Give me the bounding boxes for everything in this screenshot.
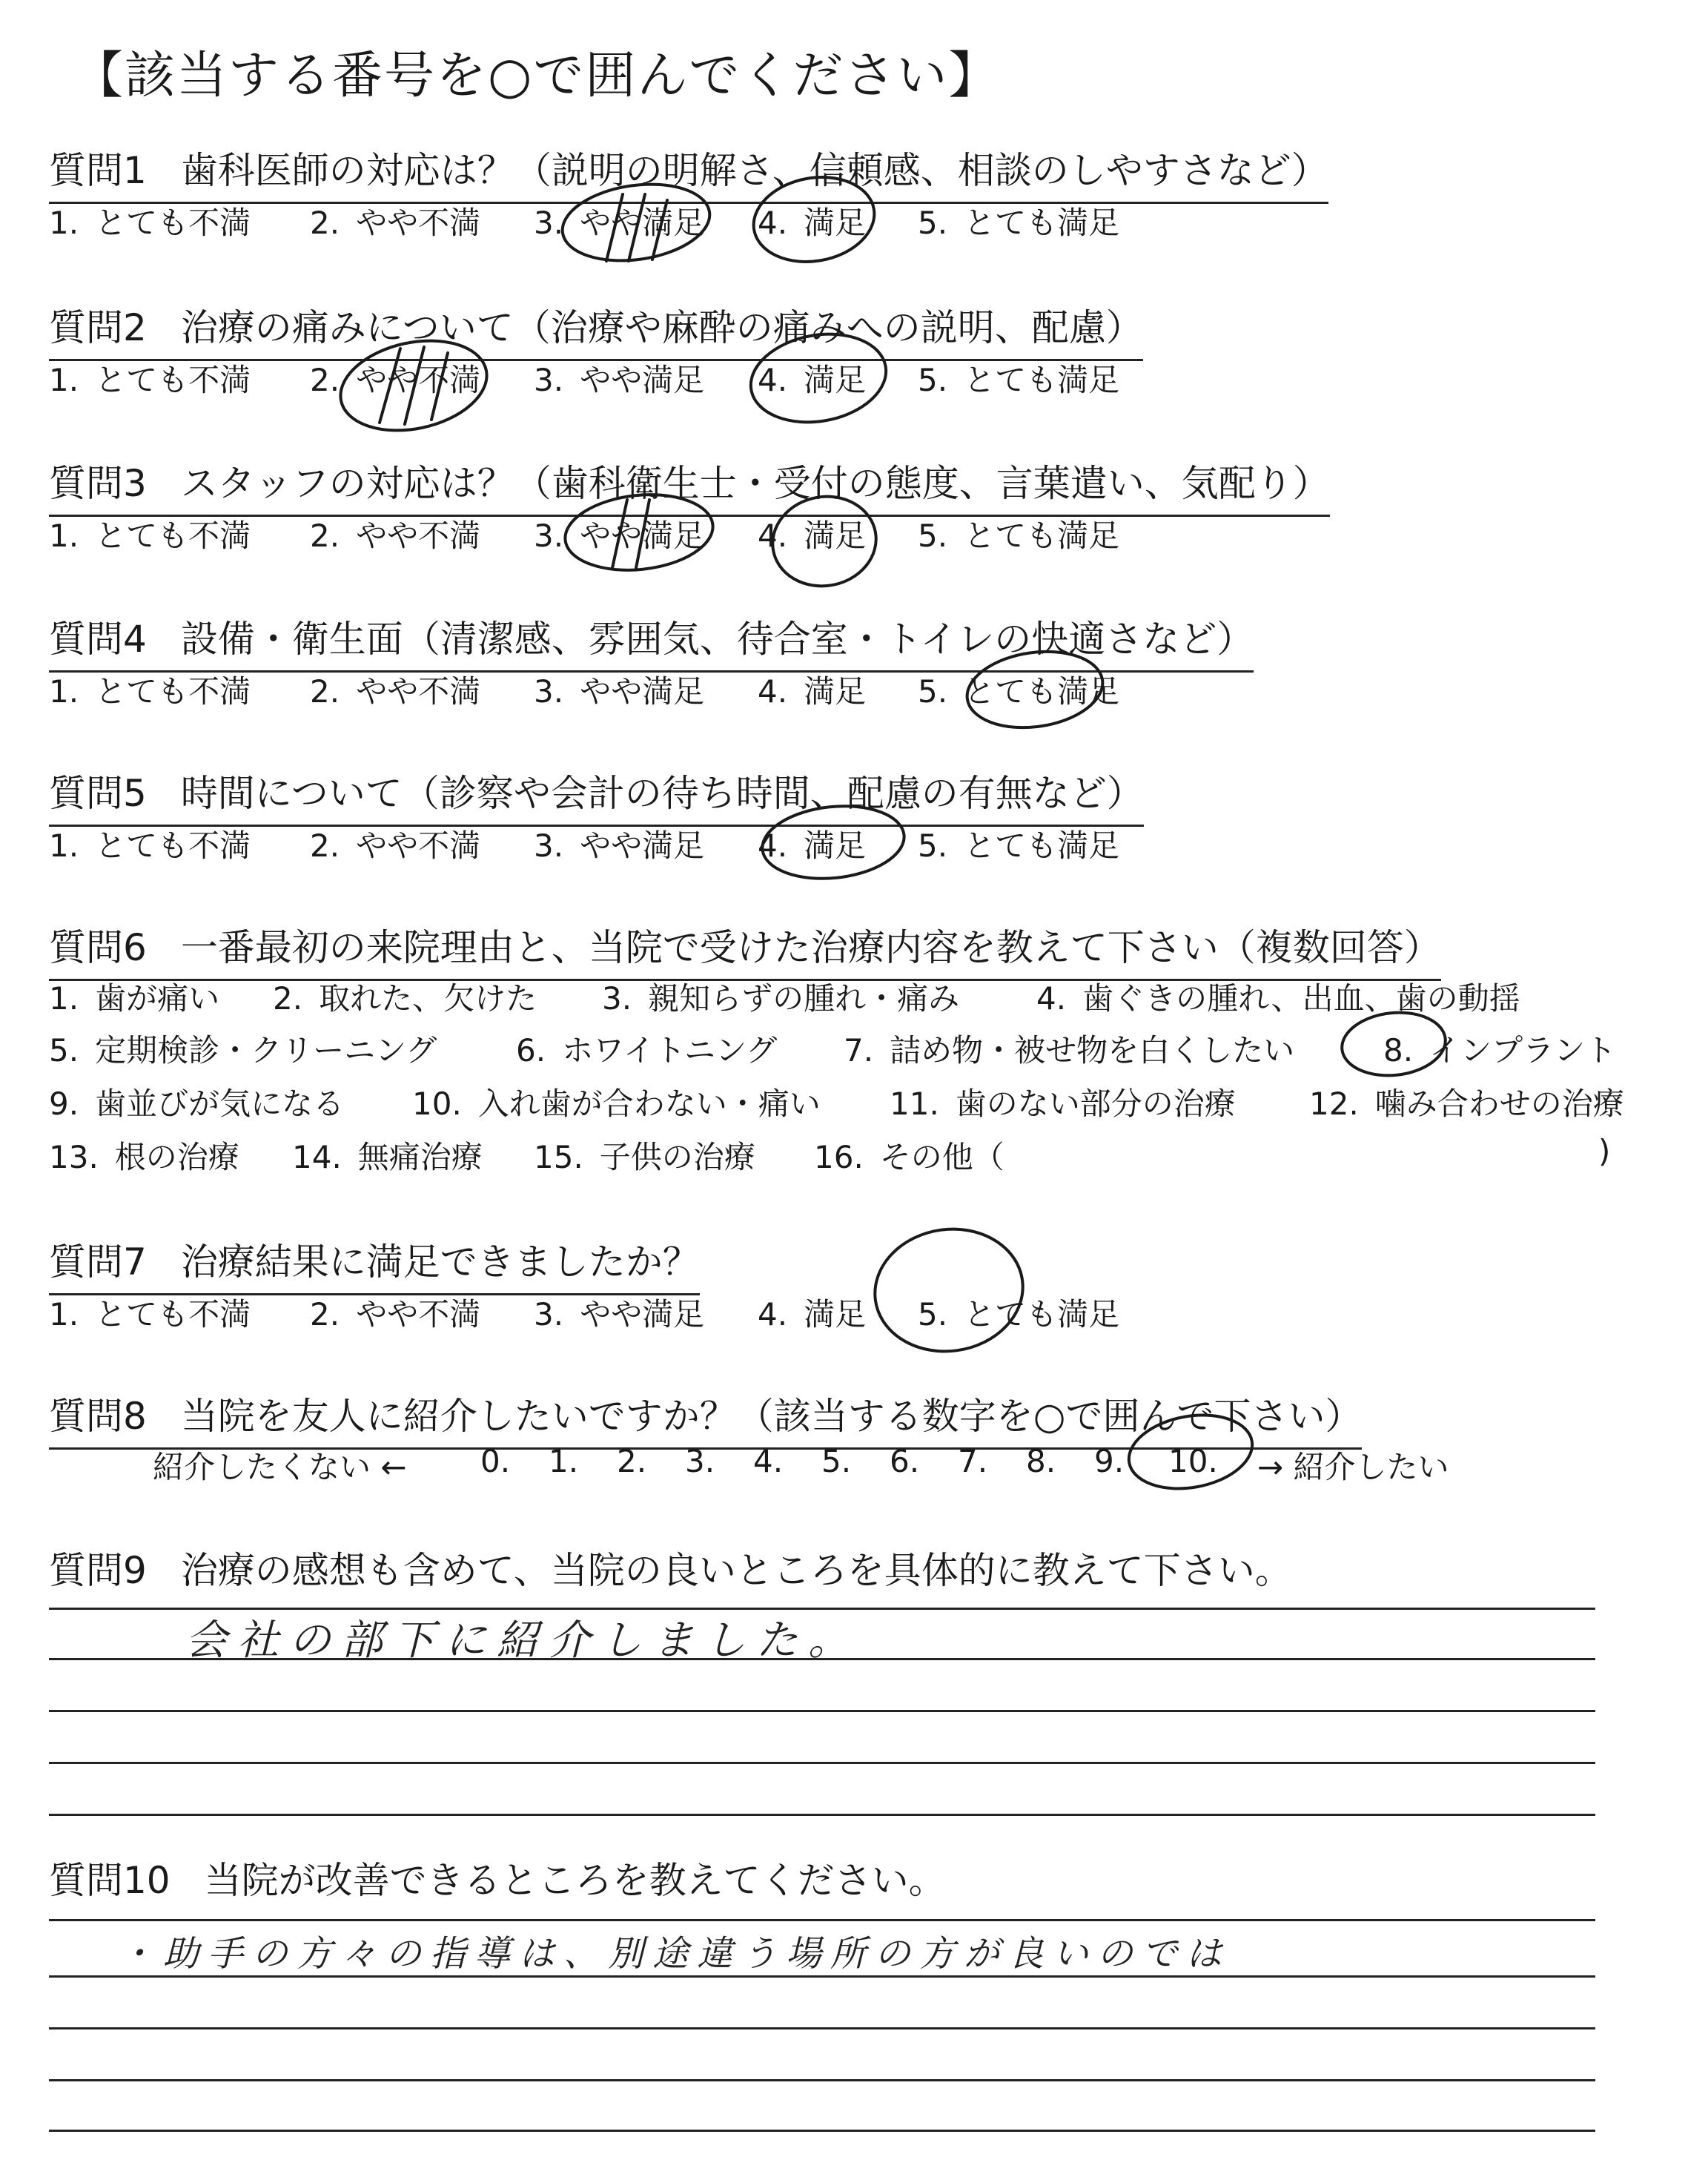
question-number: 質問2 — [49, 306, 147, 349]
option-5[interactable]: 5. とても満足 — [918, 205, 1120, 241]
answer-line — [49, 1814, 1595, 1816]
option-5[interactable]: 5. とても満足 — [918, 1296, 1120, 1332]
option-1[interactable]: 1. とても不満 — [49, 362, 251, 398]
score-6[interactable]: 6. — [890, 1443, 920, 1479]
q10-handwritten-answer[interactable]: ・助手の方々の指導は、別途違う場所の方が良いのでは — [119, 1933, 1231, 1975]
treatment-15[interactable]: 15. 子供の治療 — [534, 1139, 755, 1175]
option-3[interactable]: 3. やや満足 — [534, 205, 705, 241]
option-1[interactable]: 1. とても不満 — [49, 673, 251, 710]
question-text: 治療結果に満足できましたか？ — [180, 1241, 700, 1284]
option-2[interactable]: 2. やや不満 — [310, 1296, 481, 1332]
score-0[interactable]: 0. — [480, 1443, 511, 1479]
treatment-12[interactable]: 12. 噛み合わせの治療 — [1309, 1086, 1624, 1122]
question-text: 時間について（診察や会計の待ち時間、配慮の有無など） — [180, 772, 1144, 815]
answer-line — [49, 1919, 1595, 1921]
treatment-2[interactable]: 2. 取れた、欠けた — [273, 980, 537, 1017]
option-1[interactable]: 1. とても不満 — [49, 518, 251, 554]
option-4[interactable]: 4. 満足 — [758, 1296, 867, 1332]
answer-line — [49, 2130, 1595, 2132]
question-number: 質問1 — [49, 149, 147, 192]
question-5-heading — [49, 764, 1144, 827]
answer-line — [49, 2079, 1595, 2081]
question-2-heading — [49, 298, 1143, 361]
question-3-heading — [49, 454, 1330, 517]
other-close-paren: ) — [1598, 1133, 1611, 1169]
question-9-heading — [49, 1541, 1292, 1602]
option-2[interactable]: 2. やや不満 — [310, 673, 481, 710]
question-number: 質問8 — [49, 1395, 147, 1438]
treatment-8[interactable]: 8. インプラント — [1383, 1032, 1617, 1069]
question-7-heading — [49, 1232, 700, 1295]
treatment-16[interactable]: 16. その他（ — [814, 1139, 1004, 1175]
answer-line — [49, 1710, 1595, 1712]
question-number: 質問7 — [49, 1241, 147, 1284]
score-2[interactable]: 2. — [617, 1443, 647, 1479]
question-number: 質問4 — [49, 618, 147, 661]
question-number: 質問9 — [49, 1549, 147, 1592]
treatment-13[interactable]: 13. 根の治療 — [49, 1139, 239, 1175]
score-10[interactable]: 10. — [1168, 1443, 1218, 1479]
option-4[interactable]: 4. 満足 — [758, 828, 867, 864]
option-5[interactable]: 5. とても満足 — [918, 673, 1120, 710]
question-text: 治療の感想も含めて、当院の良いところを具体的に教えて下さい。 — [180, 1549, 1292, 1592]
page-title: 【該当する番号を○で囲んでください】 — [73, 47, 1001, 105]
question-number: 質問3 — [49, 462, 147, 505]
treatment-9[interactable]: 9. 歯並びが気になる — [49, 1086, 345, 1122]
treatment-1[interactable]: 1. 歯が痛い — [49, 980, 220, 1017]
option-5[interactable]: 5. とても満足 — [918, 362, 1120, 398]
question-text: スタッフの対応は？（歯科衛生士・受付の態度、言葉遣い、気配り） — [180, 462, 1330, 505]
question-number: 質問5 — [49, 772, 147, 815]
treatment-11[interactable]: 11. 歯のない部分の治療 — [890, 1086, 1236, 1122]
score-1[interactable]: 1. — [549, 1443, 579, 1479]
option-3[interactable]: 3. やや満足 — [534, 518, 705, 554]
option-1[interactable]: 1. とても不満 — [49, 1296, 251, 1332]
option-4[interactable]: 4. 満足 — [758, 205, 867, 241]
score-9[interactable]: 9. — [1094, 1443, 1125, 1479]
question-6-heading — [49, 918, 1441, 981]
answer-line — [49, 1762, 1595, 1764]
option-2[interactable]: 2. やや不満 — [310, 362, 481, 398]
option-2[interactable]: 2. やや不満 — [310, 518, 481, 554]
treatment-5[interactable]: 5. 定期検診・クリーニング — [49, 1032, 437, 1069]
score-3[interactable]: 3. — [685, 1443, 715, 1479]
question-text: 治療の痛みについて（治療や麻酔の痛みへの説明、配慮） — [180, 306, 1143, 349]
option-2[interactable]: 2. やや不満 — [310, 828, 481, 864]
treatment-6[interactable]: 6. ホワイトニング — [516, 1032, 778, 1069]
treatment-4[interactable]: 4. 歯ぐきの腫れ、出血、歯の動揺 — [1036, 980, 1520, 1017]
treatment-3[interactable]: 3. 親知らずの腫れ・痛み — [602, 980, 960, 1017]
option-3[interactable]: 3. やや満足 — [534, 828, 705, 864]
recommend-right-label: → 紹介したい — [1257, 1449, 1449, 1485]
option-4[interactable]: 4. 満足 — [758, 673, 867, 710]
option-5[interactable]: 5. とても満足 — [918, 828, 1120, 864]
question-text: 一番最初の来院理由と、当院で受けた治療内容を教えて下さい（複数回答） — [180, 926, 1441, 969]
treatment-14[interactable]: 14. 無痛治療 — [292, 1139, 483, 1175]
score-8[interactable]: 8. — [1026, 1443, 1056, 1479]
option-2[interactable]: 2. やや不満 — [310, 205, 481, 241]
score-4[interactable]: 4. — [753, 1443, 784, 1479]
question-text: 歯科医師の対応は？（説明の明解さ、信頼感、相談のしやすさなど） — [180, 149, 1328, 192]
option-3[interactable]: 3. やや満足 — [534, 1296, 705, 1332]
question-10-heading — [49, 1851, 946, 1912]
option-3[interactable]: 3. やや満足 — [534, 673, 705, 710]
option-3[interactable]: 3. やや満足 — [534, 362, 705, 398]
question-4-heading — [49, 610, 1254, 673]
recommend-left-label: 紹介したくない ← — [153, 1449, 407, 1485]
option-5[interactable]: 5. とても満足 — [918, 518, 1120, 554]
option-1[interactable]: 1. とても不満 — [49, 828, 251, 864]
score-7[interactable]: 7. — [958, 1443, 988, 1479]
score-5[interactable]: 5. — [821, 1443, 852, 1479]
q9-handwritten-answer[interactable]: 会社の部下に紹介しました。 — [185, 1616, 860, 1665]
answer-line — [49, 2027, 1595, 2029]
treatment-7[interactable]: 7. 詰め物・被せ物を白くしたい — [844, 1032, 1295, 1069]
option-4[interactable]: 4. 満足 — [758, 362, 867, 398]
question-text: 当院が改善できるところを教えてください。 — [204, 1859, 946, 1902]
question-text: 当院を友人に紹介したいですか？（該当する数字を○で囲んで下さい） — [180, 1395, 1363, 1438]
question-number: 質問6 — [49, 926, 147, 969]
option-1[interactable]: 1. とても不満 — [49, 205, 251, 241]
option-4[interactable]: 4. 満足 — [758, 518, 867, 554]
question-1-heading — [49, 141, 1328, 204]
question-number: 質問10 — [49, 1859, 171, 1902]
question-8-heading — [49, 1387, 1362, 1450]
treatment-10[interactable]: 10. 入れ歯が合わない・痛い — [412, 1086, 821, 1122]
question-text: 設備・衛生面（清潔感、雰囲気、待合室・トイレの快適さなど） — [180, 618, 1254, 661]
